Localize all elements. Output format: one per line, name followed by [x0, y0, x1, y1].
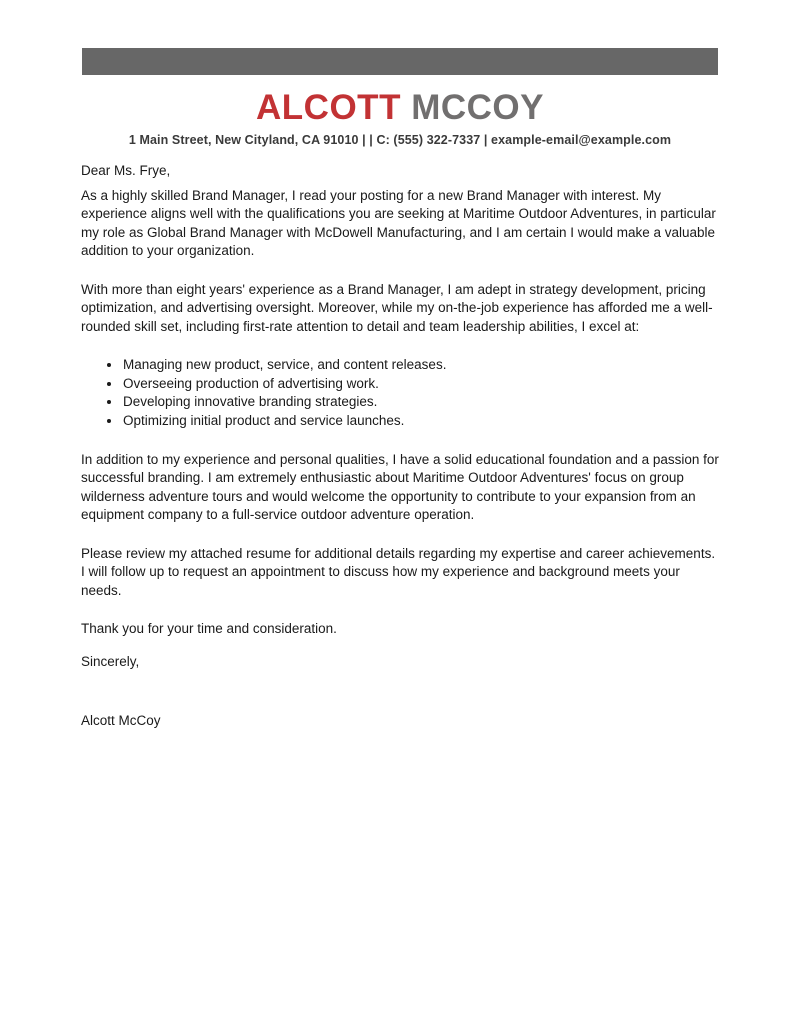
skills-list	[81, 356, 720, 431]
signature-name: Alcott McCoy	[81, 713, 161, 729]
header-accent-bar	[82, 48, 718, 75]
thank-you-line: Thank you for your time and consideration.	[81, 621, 337, 637]
letter-paragraph: Please review my attached resume for additional details regarding my expertise and career achievements. I will follow up to request an appointment to discuss how my experience and background meets your needs.	[81, 545, 716, 598]
signoff: Sincerely,	[81, 653, 140, 669]
candidate-last-name: MCCOY	[411, 88, 544, 127]
letterhead	[0, 88, 800, 147]
candidate-name	[0, 88, 800, 128]
letter-paragraph: In addition to my experience and personal qualities, I have a solid educational foundation and a passion for successful branding. I am extremely enthusiastic about Maritime Outdoor Adventures' focus on group wilderness adventure tours and would welcome the opportunity to contribute to your expansion from an equipment company to a full-service outdoor adventure operation.	[81, 451, 719, 523]
candidate-first-name: ALCOTT	[256, 88, 401, 127]
contact-line: 1 Main Street, New Cityland, CA 91010 | | C: (555) 322-7337 | example-email@example.com	[128, 133, 672, 148]
skills-list-item: • Overseeing production of advertising work.	[122, 375, 720, 394]
letter-paragraph: With more than eight years' experience as a Brand Manager, I am adept in strategy development, pricing optimization, and advertising oversight. Moreover, while my on-the-job experience has afforded me a well-rounded skill set, including first-rate attention to detail and team leadership abilities, I excel at:	[81, 281, 713, 334]
salutation: Dear Ms. Frye,	[81, 163, 171, 178]
letter-paragraph: As a highly skilled Brand Manager, I read your posting for a new Brand Manager with interest. My experience aligns well with the qualifications you are seeking at Maritime Outdoor Adventures, in particular my role as Global Brand Manager with McDowell Manufacturing, and I am certain I would make a valuable addition to your organization.	[81, 187, 716, 258]
letter-body	[81, 162, 720, 751]
skills-list-item: • Developing innovative branding strategies.	[122, 393, 720, 412]
skills-list-item: • Optimizing initial product and service launches.	[122, 412, 720, 431]
skills-list-item: • Managing new product, service, and content releases.	[122, 356, 720, 375]
